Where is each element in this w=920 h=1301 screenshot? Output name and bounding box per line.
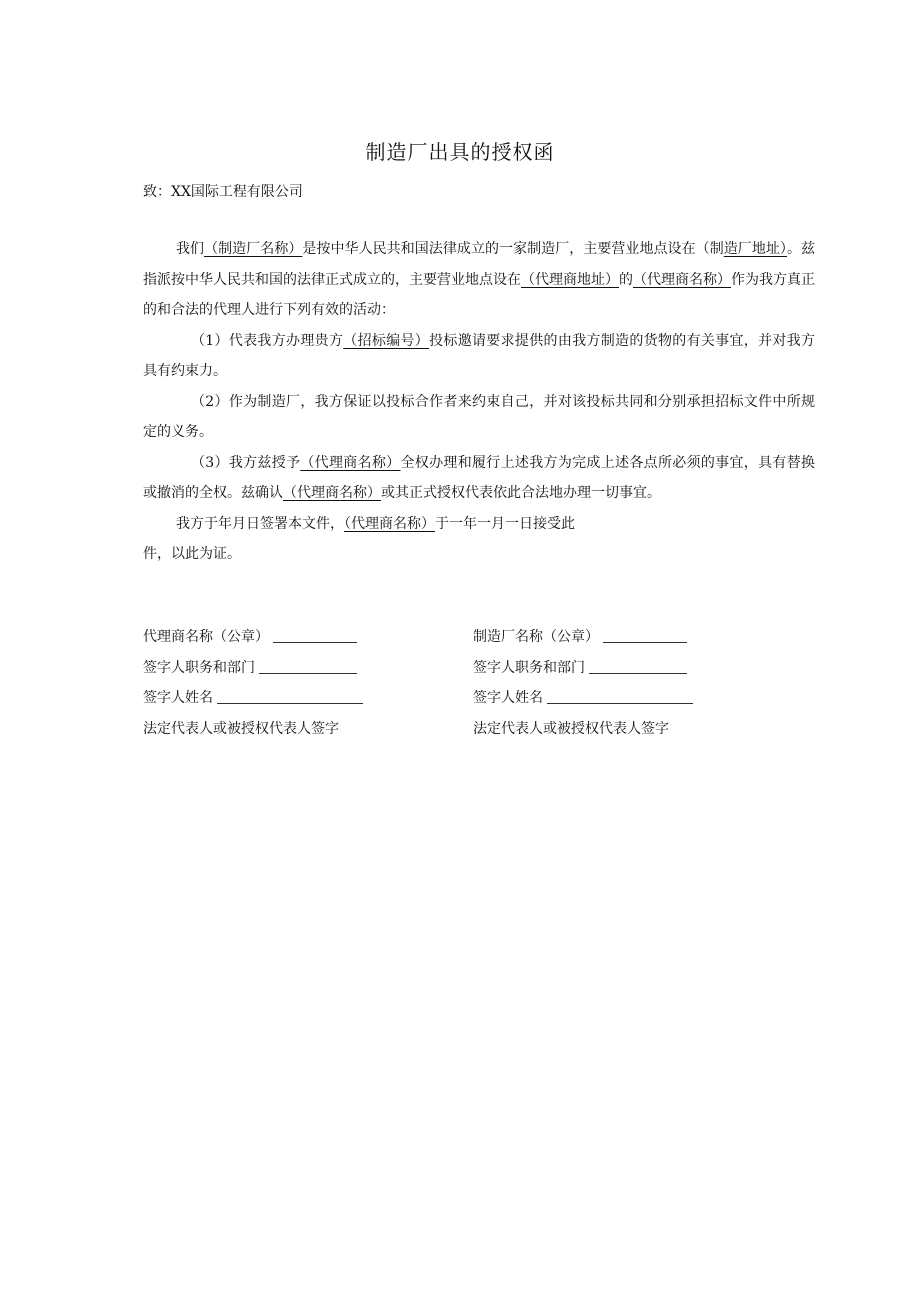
agent-name-placeholder: （代理商名称） — [633, 271, 731, 288]
signer-title-label: 签字人职务和部门 — [473, 659, 585, 676]
manufacturer-signature-block — [473, 622, 693, 744]
text-run: 我们 — [176, 241, 205, 257]
text-run: 投标邀请要求提供的由我方制造的货物的有关事宜，并对我方具有约束力。 — [143, 332, 815, 379]
text-run: （1）代表我方办理贵方 — [191, 332, 344, 349]
signature-blank — [217, 689, 363, 704]
signature-row — [473, 683, 693, 714]
document-title: 制造厂出具的授权函 — [365, 140, 555, 164]
signature-blank — [603, 628, 687, 643]
item-1-paragraph — [143, 326, 815, 387]
manufacturer-name-seal-label: 制造厂名称（公章） — [473, 629, 599, 645]
item-3-paragraph — [143, 448, 815, 509]
text-run: 我方于年月日签署本文件， — [176, 515, 344, 532]
closing-paragraph-continued — [143, 539, 815, 570]
signature-row — [143, 622, 363, 653]
item-2-paragraph — [143, 387, 815, 448]
signer-title-label: 签字人职务和部门 — [143, 659, 255, 676]
text-run: 。兹指派按中华人民共和国的法律正式成立的，主要营业地点设在 — [143, 241, 816, 288]
agent-signature-block — [143, 622, 363, 744]
signature-row — [473, 622, 693, 653]
representative-signature-label: 法定代表人或被授权代表人签字 — [473, 720, 669, 737]
signature-row — [473, 714, 693, 745]
agent-name-placeholder: （代理商名称） — [283, 485, 381, 501]
representative-signature-label: 法定代表人或被授权代表人签字 — [143, 720, 339, 737]
text-run: 的 — [619, 271, 633, 288]
tender-number-placeholder: （招标编号） — [343, 332, 430, 349]
text-run: 是按中华人民共和国法律成立的一家制造厂，主要营业地点设在（制 — [302, 241, 724, 257]
text-run: （2）作为制造厂，我方保证以投标合作者来约束自己，并对该投标共同和分别承担招标文件中所规定的义务。 — [143, 393, 815, 440]
agent-name-placeholder: （代理商名称） — [300, 454, 401, 471]
signature-row — [473, 653, 693, 684]
closing-paragraph — [143, 509, 815, 540]
signature-blank — [547, 689, 693, 704]
intro-paragraph — [143, 234, 815, 326]
text-run: 于一年一月一日接受此 — [435, 515, 575, 532]
signature-row — [143, 714, 363, 745]
agent-name-seal-label: 代理商名称（公章） — [143, 629, 269, 645]
signature-blank — [589, 659, 687, 674]
signer-name-label: 签字人姓名 — [473, 690, 543, 706]
signature-blank — [273, 628, 357, 643]
manufacturer-address-placeholder: 造厂地址） — [723, 241, 787, 257]
signature-row — [143, 683, 363, 714]
signature-row — [143, 653, 363, 684]
text-run: 或其正式授权代表依此合法地办理一切事宜。 — [381, 485, 661, 501]
agent-name-placeholder: （代理商名称） — [344, 515, 435, 532]
agent-address-placeholder: （代理商地址） — [521, 271, 619, 288]
signature-blank — [259, 659, 357, 674]
manufacturer-name-placeholder: （制造厂名称） — [204, 241, 303, 257]
text-run: （3）我方兹授予 — [191, 454, 301, 471]
text-run: 全权办理和履行上述我方为完成上述各点所必须的事宜，具有替换或撤消的全权。兹确认 — [143, 454, 815, 501]
document-body — [143, 234, 815, 570]
text-run: 件，以此为证。 — [143, 546, 241, 562]
recipient-line: 致：XX国际工程有限公司 — [143, 184, 303, 200]
signer-name-label: 签字人姓名 — [143, 690, 213, 706]
text-run: 作为我方真正的和合法的代理人进行下列有效的活动： — [143, 271, 815, 318]
